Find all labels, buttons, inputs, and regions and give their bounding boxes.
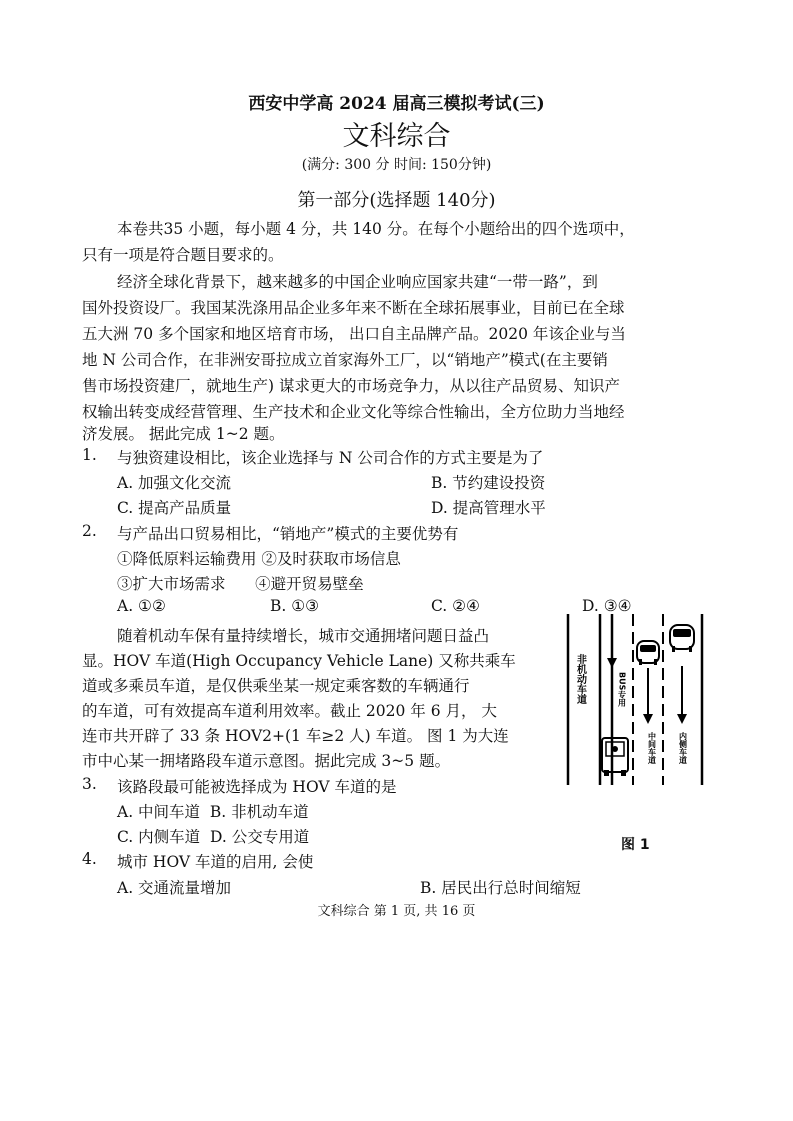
- q1-number: 1.: [82, 446, 97, 464]
- passage2-line: 道或多乘员车道，是仅供乘坐某一规定乘客数的车辆通行: [82, 677, 470, 695]
- passage2-line: 的车道，可有效提高车道利用效率。截止 2020 年 6 月， 大: [82, 702, 497, 720]
- q4-option-b: B. 居民出行总时间缩短: [420, 879, 581, 897]
- q1-option-b: B. 节约建设投资: [431, 474, 546, 492]
- subject-title: 文科综合: [342, 121, 451, 152]
- q4-option-a: A. 交通流量增加: [117, 879, 232, 897]
- exam-title: 西安中学高 2024 届高三模拟考试(三): [248, 94, 545, 114]
- lane-label-nonmotor: 非机动车道: [574, 654, 586, 704]
- car-icon: [637, 641, 659, 665]
- q3-stem: 该路段最可能被选择成为 HOV 车道的是: [117, 778, 397, 796]
- page-footer: 文科综合 第 1 页, 共 16 页: [317, 904, 476, 919]
- arrow-inner-lane: [677, 666, 687, 724]
- passage1-line: 五大洲 70 多个国家和地区培育市场， 出口自主品牌产品。2020 年该企业与当: [82, 325, 626, 343]
- car-icon: [670, 625, 694, 652]
- passage2-line: 市中心某一拥堵路段车道示意图。据此完成 3~5 题。: [82, 752, 451, 770]
- intro-line: 本卷共35 小题，每小题 4 分，共 140 分。在每个小题给出的四个选项中，: [117, 220, 635, 238]
- q2-option-b: B. ①③: [270, 597, 320, 615]
- section-title: 第一部分(选择题 140分): [297, 190, 496, 211]
- q1-option-d: D. 提高管理水平: [431, 499, 546, 517]
- passage2-line: 随着机动车保有量持续增长，城市交通拥堵问题日益凸: [117, 627, 490, 645]
- lane-diagram: [566, 612, 706, 787]
- passage1-line: 经济全球化背景下，越来越多的中国企业响应国家共建“一带一路”，到: [117, 273, 598, 291]
- passage2-line: 显。HOV 车道(High Occupancy Vehicle Lane) 又称共乘车: [82, 652, 516, 670]
- lane-label-middle: 中间车道: [647, 732, 657, 764]
- passage1-line: 权输出转变成经营管理、生产技术和企业文化等综合性输出，全方位助力当地经: [82, 403, 625, 421]
- score-time: (满分: 300 分 时间: 150分钟): [301, 157, 492, 173]
- intro-line: 只有一项是符合题目要求的。: [82, 246, 284, 264]
- q2-option-d: D. ③④: [582, 597, 632, 615]
- q3-options-cd: C. 内侧车道 D. 公交专用道: [117, 828, 310, 846]
- q2-option-c: C. ②④: [431, 597, 480, 615]
- q2-items-line1: ①降低原料运输费用 ②及时获取市场信息: [117, 550, 401, 568]
- passage1-line: 售市场投资建厂，就地生产) 谋求更大的市场竞争力，从以往产品贸易、知识产: [82, 377, 620, 395]
- q2-items-line2: ③扩大市场需求 ④避开贸易壁垒: [117, 575, 364, 593]
- passage1-line: 国外投资设厂。我国某洗涤用品企业多年来不断在全球拓展事业，目前已在全球: [82, 299, 625, 317]
- passage1-line: 济发展。 据此完成 1~2 题。: [82, 425, 285, 443]
- lane-label-bus: BUS专用: [617, 672, 627, 707]
- q1-option-a: A. 加强文化交流: [117, 474, 232, 492]
- passage2-line: 连市共开辟了 33 条 HOV2+(1 车≥2 人) 车道。 图 1 为大连: [82, 727, 509, 745]
- q2-option-a: A. ①②: [117, 597, 166, 615]
- q4-stem: 城市 HOV 车道的启用, 会使: [117, 853, 314, 871]
- passage1-line: 地 N 公司合作，在非洲安哥拉成立首家海外工厂，以“销地产”模式(在主要销: [82, 351, 608, 369]
- figure-caption: 图 1: [621, 837, 650, 853]
- arrow-bus-lane: [607, 618, 617, 668]
- q2-stem: 与产品出口贸易相比，“销地产”模式的主要优势有: [117, 525, 459, 543]
- bus-icon: [602, 738, 628, 776]
- arrow-middle-lane: [643, 668, 653, 724]
- q3-number: 3.: [82, 775, 97, 793]
- lane-label-inner: 内侧车道: [678, 732, 688, 764]
- q1-stem: 与独资建设相比，该企业选择与 N 公司合作的方式主要是为了: [117, 449, 544, 467]
- q2-number: 2.: [82, 522, 97, 540]
- q4-number: 4.: [82, 850, 97, 868]
- q1-option-c: C. 提高产品质量: [117, 499, 232, 517]
- q3-options-ab: A. 中间车道 B. 非机动车道: [117, 803, 309, 821]
